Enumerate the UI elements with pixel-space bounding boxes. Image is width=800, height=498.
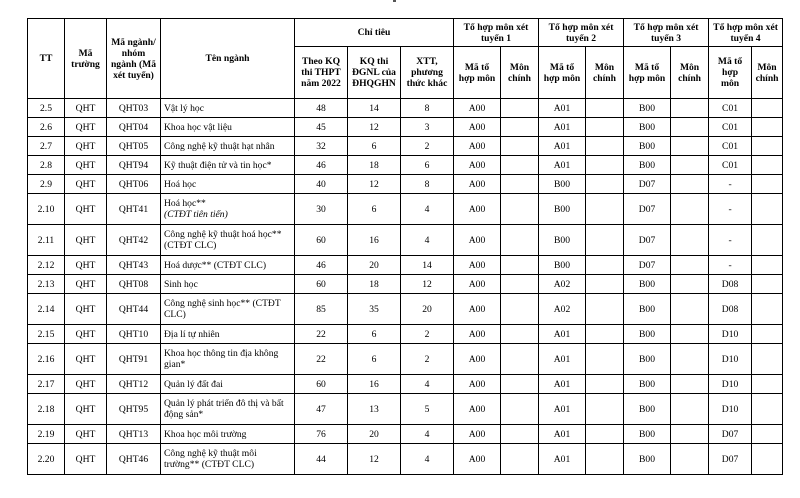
cell-mon-chinh-4: [752, 294, 783, 325]
cell-ma-to-hop-1: A00: [454, 394, 501, 425]
table-body: [28, 99, 783, 475]
cell-ma-to-hop-1: A00: [454, 99, 501, 118]
cell-chi-tieu-dgnl: 20: [348, 256, 401, 275]
cell-ma-to-hop-2: A01: [539, 118, 586, 137]
cell-ten-nganh: [161, 175, 295, 194]
cell-ma-truong: QHT: [65, 444, 107, 475]
cell-chi-tieu-xtt: 3: [401, 118, 454, 137]
cell-ma-to-hop-1: A00: [454, 294, 501, 325]
cell-ma-to-hop-4: D08: [709, 275, 752, 294]
cell-ma-to-hop-2: A01: [539, 375, 586, 394]
cell-mon-chinh-4: [752, 118, 783, 137]
cell-ma-to-hop-2: A01: [539, 99, 586, 118]
program-name: Quản lý phát triển đô thị và bất động sản*: [164, 398, 284, 420]
cell-ma-nganh: QHT44: [107, 294, 161, 325]
header-ma-truong: Mã trường: [65, 19, 107, 99]
program-name: Hoá dược** (CTĐT CLC): [164, 259, 267, 271]
cell-chi-tieu-dgnl: 16: [348, 225, 401, 256]
cell-ma-to-hop-4: D08: [709, 294, 752, 325]
cell-ma-to-hop-4: -: [709, 194, 752, 225]
cell-tt: 2.16: [28, 344, 65, 375]
cell-mon-chinh-4: [752, 194, 783, 225]
table-row: [28, 256, 783, 275]
cell-ma-to-hop-3: B00: [624, 137, 671, 156]
header-ten-nganh: Tên ngành: [161, 19, 295, 99]
cell-ma-to-hop-1: A00: [454, 425, 501, 444]
cell-ma-to-hop-4: D10: [709, 375, 752, 394]
header-mon-chinh-2: Môn chính: [586, 47, 624, 99]
cell-mon-chinh-1: [501, 375, 539, 394]
cell-ma-truong: QHT: [65, 99, 107, 118]
cell-mon-chinh-3: [671, 444, 709, 475]
cell-mon-chinh-3: [671, 225, 709, 256]
cell-mon-chinh-2: [586, 294, 624, 325]
cell-chi-tieu-dgnl: 12: [348, 118, 401, 137]
cell-ma-to-hop-3: B00: [624, 275, 671, 294]
cell-ma-to-hop-2: A01: [539, 325, 586, 344]
header-mon-chinh-3: Môn chính: [671, 47, 709, 99]
table-row: [28, 394, 783, 425]
cell-chi-tieu-dgnl: 6: [348, 194, 401, 225]
cell-ma-to-hop-2: A01: [539, 425, 586, 444]
program-name: Khoa học môi trường: [164, 428, 247, 440]
cell-mon-chinh-2: [586, 375, 624, 394]
cell-chi-tieu-xtt: 12: [401, 275, 454, 294]
cell-chi-tieu-dgnl: 35: [348, 294, 401, 325]
cell-chi-tieu-xtt: 5: [401, 394, 454, 425]
cell-ma-nganh: QHT03: [107, 99, 161, 118]
cell-ma-to-hop-1: A00: [454, 118, 501, 137]
cell-ma-to-hop-3: D07: [624, 175, 671, 194]
cell-chi-tieu-xtt: 14: [401, 256, 454, 275]
cell-ma-to-hop-4: C01: [709, 118, 752, 137]
cell-mon-chinh-2: [586, 394, 624, 425]
cell-mon-chinh-2: [586, 325, 624, 344]
table-row: [28, 275, 783, 294]
cell-chi-tieu-thpt: 60: [295, 375, 348, 394]
cell-ma-truong: QHT: [65, 175, 107, 194]
cell-mon-chinh-2: [586, 425, 624, 444]
cell-mon-chinh-1: [501, 225, 539, 256]
table-row: [28, 118, 783, 137]
cell-ten-nganh: [161, 294, 295, 325]
header-ma-nganh: Mã ngành/ nhóm ngành (Mã xét tuyển): [107, 19, 161, 99]
cell-chi-tieu-xtt: 2: [401, 325, 454, 344]
cell-ma-to-hop-1: A00: [454, 375, 501, 394]
table-row: [28, 156, 783, 175]
cell-ma-truong: QHT: [65, 394, 107, 425]
table-row: [28, 375, 783, 394]
program-name: Công nghệ kỹ thuật hạt nhân: [164, 140, 275, 152]
cell-ma-to-hop-2: B00: [539, 225, 586, 256]
cell-ma-nganh: QHT91: [107, 344, 161, 375]
cell-ten-nganh: [161, 156, 295, 175]
cell-mon-chinh-3: [671, 294, 709, 325]
cell-tt: 2.6: [28, 118, 65, 137]
cell-mon-chinh-2: [586, 194, 624, 225]
cell-ten-nganh: [161, 275, 295, 294]
cell-mon-chinh-4: [752, 256, 783, 275]
cell-chi-tieu-xtt: 4: [401, 425, 454, 444]
cell-ma-to-hop-2: B00: [539, 175, 586, 194]
cell-chi-tieu-xtt: 6: [401, 156, 454, 175]
table-row: [28, 425, 783, 444]
cell-mon-chinh-3: [671, 394, 709, 425]
cell-mon-chinh-1: [501, 394, 539, 425]
cell-tt: 2.19: [28, 425, 65, 444]
cell-tt: 2.13: [28, 275, 65, 294]
cell-mon-chinh-2: [586, 118, 624, 137]
cell-ma-to-hop-4: -: [709, 256, 752, 275]
cell-ma-to-hop-3: B00: [624, 156, 671, 175]
cell-chi-tieu-xtt: 4: [401, 375, 454, 394]
program-name: Công nghệ sinh học** (CTĐT CLC): [164, 298, 281, 320]
cell-ma-to-hop-4: D10: [709, 394, 752, 425]
cell-ten-nganh: [161, 256, 295, 275]
cell-ma-to-hop-1: A00: [454, 444, 501, 475]
cell-mon-chinh-4: [752, 275, 783, 294]
cell-mon-chinh-4: [752, 394, 783, 425]
table-row: [28, 194, 783, 225]
cell-ten-nganh: [161, 394, 295, 425]
table-header: [28, 19, 783, 99]
cell-tt: 2.11: [28, 225, 65, 256]
cell-ma-nganh: QHT46: [107, 444, 161, 475]
header-to-hop-4: Tổ hợp môn xét tuyển 4: [709, 19, 783, 47]
cell-mon-chinh-1: [501, 256, 539, 275]
cell-ma-to-hop-3: D07: [624, 256, 671, 275]
cell-ma-nganh: QHT43: [107, 256, 161, 275]
cell-ma-to-hop-2: B00: [539, 194, 586, 225]
cell-mon-chinh-3: [671, 194, 709, 225]
cell-chi-tieu-dgnl: 6: [348, 137, 401, 156]
cell-chi-tieu-thpt: 60: [295, 275, 348, 294]
cell-mon-chinh-4: [752, 225, 783, 256]
program-name: Vật lý học: [164, 102, 204, 114]
cell-ma-to-hop-3: B00: [624, 425, 671, 444]
cell-ma-to-hop-4: -: [709, 225, 752, 256]
cell-ma-to-hop-3: D07: [624, 225, 671, 256]
cell-ma-truong: QHT: [65, 137, 107, 156]
header-ma-to-hop-2: Mã tổ hợp môn: [539, 47, 586, 99]
cell-mon-chinh-3: [671, 175, 709, 194]
page-mark: [393, 0, 396, 2]
program-name: Công nghệ kỹ thuật hoá học** (CTĐT CLC): [164, 229, 282, 251]
cell-ma-to-hop-2: A02: [539, 294, 586, 325]
cell-ma-to-hop-2: A01: [539, 156, 586, 175]
cell-chi-tieu-thpt: 76: [295, 425, 348, 444]
cell-ten-nganh: [161, 344, 295, 375]
cell-ma-nganh: QHT12: [107, 375, 161, 394]
cell-chi-tieu-thpt: 46: [295, 156, 348, 175]
header-to-hop-1: Tổ hợp môn xét tuyển 1: [454, 19, 539, 47]
table-row: [28, 99, 783, 118]
program-name: Khoa học thông tin địa không gian*: [164, 348, 279, 370]
cell-ma-to-hop-4: D07: [709, 444, 752, 475]
cell-ma-to-hop-1: A00: [454, 175, 501, 194]
program-name: Quản lý đất đai: [164, 378, 223, 390]
cell-ma-truong: QHT: [65, 344, 107, 375]
cell-ten-nganh: [161, 325, 295, 344]
cell-ma-to-hop-3: B00: [624, 99, 671, 118]
program-name: Công nghệ kỹ thuật môi trường** (CTĐT CLC): [164, 448, 257, 470]
cell-chi-tieu-thpt: 46: [295, 256, 348, 275]
cell-mon-chinh-1: [501, 99, 539, 118]
cell-chi-tieu-dgnl: 14: [348, 99, 401, 118]
cell-tt: 2.17: [28, 375, 65, 394]
cell-chi-tieu-xtt: 20: [401, 294, 454, 325]
cell-chi-tieu-dgnl: 12: [348, 175, 401, 194]
cell-ma-to-hop-1: A00: [454, 256, 501, 275]
cell-mon-chinh-4: [752, 99, 783, 118]
table-row: [28, 344, 783, 375]
cell-ten-nganh: [161, 225, 295, 256]
header-ma-to-hop-3: Mã tổ hợp môn: [624, 47, 671, 99]
cell-ma-to-hop-2: A01: [539, 344, 586, 375]
cell-ma-to-hop-3: D07: [624, 194, 671, 225]
cell-ma-to-hop-4: D07: [709, 425, 752, 444]
cell-chi-tieu-dgnl: 18: [348, 156, 401, 175]
cell-ma-truong: QHT: [65, 425, 107, 444]
cell-ma-nganh: QHT06: [107, 175, 161, 194]
cell-ma-nganh: QHT04: [107, 118, 161, 137]
cell-chi-tieu-thpt: 47: [295, 394, 348, 425]
cell-mon-chinh-3: [671, 156, 709, 175]
header-to-hop-2: Tổ hợp môn xét tuyển 2: [539, 19, 624, 47]
header-mon-chinh-4: Môn chính: [752, 47, 783, 99]
program-note: (CTĐT tiên tiến): [164, 209, 228, 220]
cell-mon-chinh-3: [671, 344, 709, 375]
cell-tt: 2.8: [28, 156, 65, 175]
cell-mon-chinh-4: [752, 156, 783, 175]
table-row: [28, 444, 783, 475]
cell-mon-chinh-3: [671, 137, 709, 156]
cell-tt: 2.10: [28, 194, 65, 225]
cell-tt: 2.9: [28, 175, 65, 194]
cell-ma-to-hop-1: A00: [454, 344, 501, 375]
header-mon-chinh-1: Môn chính: [501, 47, 539, 99]
admissions-table-container: [27, 18, 783, 475]
program-name: Hoá học**: [164, 198, 206, 209]
cell-mon-chinh-4: [752, 175, 783, 194]
cell-mon-chinh-2: [586, 99, 624, 118]
cell-ma-truong: QHT: [65, 275, 107, 294]
cell-mon-chinh-2: [586, 137, 624, 156]
cell-ma-nganh: QHT08: [107, 275, 161, 294]
cell-chi-tieu-dgnl: 13: [348, 394, 401, 425]
program-name: Sinh học: [164, 278, 198, 290]
cell-ma-to-hop-3: B00: [624, 118, 671, 137]
cell-tt: 2.20: [28, 444, 65, 475]
cell-ten-nganh: [161, 444, 295, 475]
cell-mon-chinh-4: [752, 444, 783, 475]
cell-mon-chinh-3: [671, 118, 709, 137]
cell-ten-nganh: [161, 194, 295, 225]
cell-chi-tieu-xtt: 4: [401, 194, 454, 225]
cell-mon-chinh-2: [586, 256, 624, 275]
header-kq-dgnl: KQ thi ĐGNL của ĐHQGHN: [348, 47, 401, 99]
cell-ten-nganh: [161, 137, 295, 156]
cell-mon-chinh-1: [501, 275, 539, 294]
cell-chi-tieu-xtt: 4: [401, 444, 454, 475]
cell-mon-chinh-3: [671, 375, 709, 394]
cell-mon-chinh-2: [586, 275, 624, 294]
program-name: Khoa học vật liệu: [164, 121, 232, 133]
cell-mon-chinh-1: [501, 156, 539, 175]
cell-mon-chinh-1: [501, 425, 539, 444]
cell-ma-to-hop-4: D10: [709, 325, 752, 344]
cell-mon-chinh-1: [501, 325, 539, 344]
cell-mon-chinh-4: [752, 344, 783, 375]
cell-ma-nganh: QHT10: [107, 325, 161, 344]
cell-mon-chinh-3: [671, 275, 709, 294]
program-name: Kỹ thuật điện tử và tin học*: [164, 159, 272, 171]
cell-ma-to-hop-3: B00: [624, 325, 671, 344]
cell-chi-tieu-thpt: 30: [295, 194, 348, 225]
header-to-hop-3: Tổ hợp môn xét tuyển 3: [624, 19, 709, 47]
cell-chi-tieu-dgnl: 20: [348, 425, 401, 444]
header-tt: TT: [28, 19, 65, 99]
cell-ten-nganh: [161, 425, 295, 444]
cell-ma-to-hop-3: B00: [624, 375, 671, 394]
cell-ma-nganh: QHT95: [107, 394, 161, 425]
header-xtt: XTT, phương thức khác: [401, 47, 454, 99]
cell-chi-tieu-xtt: 2: [401, 137, 454, 156]
cell-chi-tieu-xtt: 8: [401, 99, 454, 118]
cell-mon-chinh-4: [752, 137, 783, 156]
cell-mon-chinh-2: [586, 156, 624, 175]
cell-ma-to-hop-3: B00: [624, 344, 671, 375]
cell-mon-chinh-1: [501, 175, 539, 194]
cell-ma-nganh: QHT05: [107, 137, 161, 156]
cell-chi-tieu-thpt: 60: [295, 225, 348, 256]
cell-mon-chinh-3: [671, 425, 709, 444]
cell-chi-tieu-thpt: 48: [295, 99, 348, 118]
header-chi-tieu: Chỉ tiêu: [295, 19, 454, 47]
cell-ma-nganh: QHT13: [107, 425, 161, 444]
cell-chi-tieu-xtt: 8: [401, 175, 454, 194]
cell-ma-to-hop-2: A01: [539, 137, 586, 156]
cell-ma-to-hop-4: C01: [709, 99, 752, 118]
cell-ma-to-hop-2: A01: [539, 444, 586, 475]
cell-chi-tieu-thpt: 44: [295, 444, 348, 475]
cell-mon-chinh-4: [752, 325, 783, 344]
cell-mon-chinh-1: [501, 444, 539, 475]
table-row: [28, 225, 783, 256]
cell-ma-truong: QHT: [65, 375, 107, 394]
cell-mon-chinh-1: [501, 344, 539, 375]
cell-ma-to-hop-1: A00: [454, 275, 501, 294]
cell-chi-tieu-dgnl: 16: [348, 375, 401, 394]
cell-mon-chinh-1: [501, 294, 539, 325]
cell-ma-nganh: QHT94: [107, 156, 161, 175]
cell-ma-to-hop-1: A00: [454, 194, 501, 225]
cell-ma-to-hop-2: A02: [539, 275, 586, 294]
program-name: Hoá học: [164, 178, 197, 190]
cell-chi-tieu-dgnl: 12: [348, 444, 401, 475]
cell-tt: 2.5: [28, 99, 65, 118]
cell-ten-nganh: [161, 99, 295, 118]
cell-ma-nganh: QHT41: [107, 194, 161, 225]
cell-ma-to-hop-3: B00: [624, 444, 671, 475]
cell-chi-tieu-dgnl: 6: [348, 344, 401, 375]
program-name: Địa lí tự nhiên: [164, 328, 220, 340]
cell-ten-nganh: [161, 375, 295, 394]
cell-ma-truong: QHT: [65, 156, 107, 175]
cell-mon-chinh-2: [586, 344, 624, 375]
cell-ma-truong: QHT: [65, 194, 107, 225]
cell-ma-to-hop-3: B00: [624, 294, 671, 325]
cell-ma-truong: QHT: [65, 294, 107, 325]
cell-chi-tieu-xtt: 4: [401, 225, 454, 256]
cell-chi-tieu-thpt: 22: [295, 325, 348, 344]
cell-tt: 2.18: [28, 394, 65, 425]
cell-ma-to-hop-4: C01: [709, 137, 752, 156]
cell-mon-chinh-3: [671, 325, 709, 344]
header-ma-to-hop-4: Mã tổ hợp môn: [709, 47, 752, 99]
cell-tt: 2.12: [28, 256, 65, 275]
cell-mon-chinh-4: [752, 425, 783, 444]
cell-ma-to-hop-1: A00: [454, 225, 501, 256]
table-row: [28, 175, 783, 194]
cell-tt: 2.15: [28, 325, 65, 344]
header-theo-kq-thpt: Theo KQ thi THPT năm 2022: [295, 47, 348, 99]
cell-mon-chinh-1: [501, 194, 539, 225]
cell-ma-to-hop-1: A00: [454, 156, 501, 175]
cell-ma-truong: QHT: [65, 256, 107, 275]
cell-tt: 2.14: [28, 294, 65, 325]
cell-chi-tieu-thpt: 40: [295, 175, 348, 194]
cell-ma-truong: QHT: [65, 225, 107, 256]
cell-ma-to-hop-4: -: [709, 175, 752, 194]
cell-ma-to-hop-1: A00: [454, 137, 501, 156]
cell-ten-nganh: [161, 118, 295, 137]
cell-chi-tieu-dgnl: 18: [348, 275, 401, 294]
cell-ma-nganh: QHT42: [107, 225, 161, 256]
cell-tt: 2.7: [28, 137, 65, 156]
cell-mon-chinh-2: [586, 225, 624, 256]
cell-mon-chinh-2: [586, 175, 624, 194]
cell-ma-to-hop-3: B00: [624, 394, 671, 425]
cell-chi-tieu-xtt: 2: [401, 344, 454, 375]
cell-mon-chinh-1: [501, 137, 539, 156]
table-row: [28, 294, 783, 325]
cell-chi-tieu-thpt: 22: [295, 344, 348, 375]
cell-ma-to-hop-2: A01: [539, 394, 586, 425]
header-ma-to-hop-1: Mã tổ hợp môn: [454, 47, 501, 99]
cell-chi-tieu-thpt: 45: [295, 118, 348, 137]
cell-mon-chinh-3: [671, 256, 709, 275]
cell-ma-to-hop-1: A00: [454, 325, 501, 344]
cell-ma-to-hop-2: B00: [539, 256, 586, 275]
cell-ma-to-hop-4: D10: [709, 344, 752, 375]
admissions-table: [27, 18, 783, 475]
cell-mon-chinh-3: [671, 99, 709, 118]
table-row: [28, 325, 783, 344]
table-row: [28, 137, 783, 156]
cell-chi-tieu-dgnl: 6: [348, 325, 401, 344]
cell-chi-tieu-thpt: 85: [295, 294, 348, 325]
cell-ma-to-hop-4: C01: [709, 156, 752, 175]
cell-chi-tieu-thpt: 32: [295, 137, 348, 156]
cell-ma-truong: QHT: [65, 325, 107, 344]
cell-ma-truong: QHT: [65, 118, 107, 137]
cell-mon-chinh-1: [501, 118, 539, 137]
cell-mon-chinh-4: [752, 375, 783, 394]
cell-mon-chinh-2: [586, 444, 624, 475]
